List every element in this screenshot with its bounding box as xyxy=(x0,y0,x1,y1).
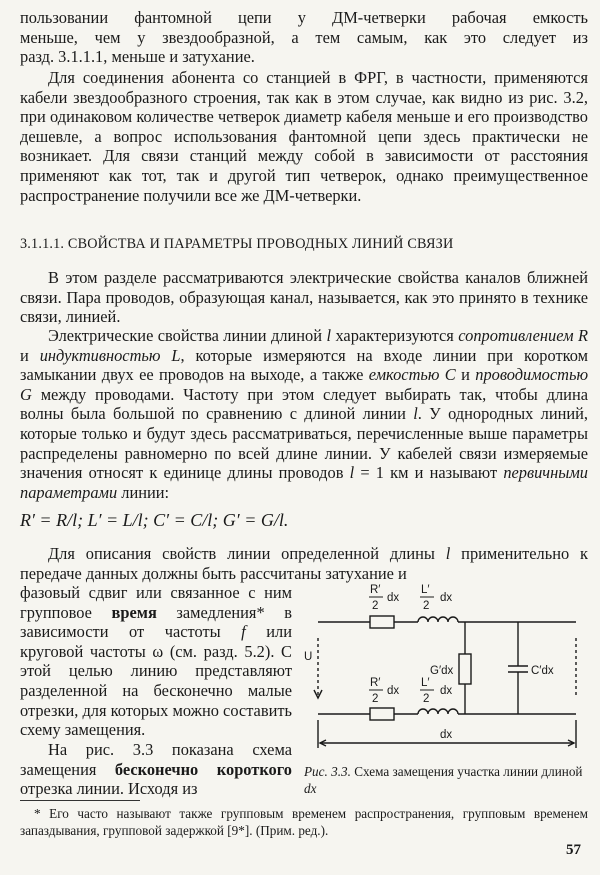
variable-l: l xyxy=(413,404,418,424)
figure-caption xyxy=(304,764,584,797)
text-line: разд. 3.1.1.1, меньше и затухание. xyxy=(20,47,255,67)
label-r-bot-dx: dx xyxy=(387,685,400,697)
label-r-top-num: R′ xyxy=(370,584,381,596)
text-run: характеризуются xyxy=(331,326,459,345)
label-capacitance: C′dx xyxy=(531,665,554,677)
bold-term: бесконечно xyxy=(114,759,199,779)
label-l-bot-dx: dx xyxy=(440,685,453,697)
caption-prefix: Рис. 3.3. xyxy=(304,764,351,779)
label-length: dx xyxy=(440,729,453,741)
bold-term: короткого xyxy=(216,759,292,779)
label-l-top-num: L′ xyxy=(421,584,430,596)
text-run: линии: xyxy=(117,482,170,502)
text-run: На рис. 3.3 показана схема замещения xyxy=(20,740,292,779)
equivalent-circuit-diagram xyxy=(290,580,600,765)
text-run: = 1 км и называют xyxy=(354,463,504,483)
term-inductance: индуктивностью L xyxy=(39,345,181,365)
paragraph-intro: В этом разделе рассматриваются электрические свойства каналов ближней связи. Пара проводов, образующая канал, называется, как это принято в технике связи, линией. xyxy=(20,268,588,327)
text-run xyxy=(198,760,217,779)
footnote-rule xyxy=(20,800,140,801)
label-l-top-den: 2 xyxy=(423,600,430,612)
label-l-bot-den: 2 xyxy=(423,693,430,705)
bold-term: время xyxy=(111,602,157,622)
bottom-resistor xyxy=(370,708,394,720)
variable-l: l xyxy=(445,544,451,563)
variable-f: f xyxy=(241,622,246,642)
text-run: замедления* в зависимости от частоты xyxy=(20,602,292,642)
label-l-top-dx: dx xyxy=(440,592,453,604)
text-run: . У однородных линий, которые только и будут здесь рассматриваться, перечисленные выше параметры распределены равномерно по всей длине линии. У кабелей связи измеряемые значения относят к единице длины проводов xyxy=(20,404,588,483)
term-resistance: сопротивлением R xyxy=(458,326,588,345)
paragraph-subscriber-cables: Для соединения абонента со станцией в ФРГ, в частности, применяются кабели звездообразного строения, так как в этом случае, как видно из рис. 3.2, при одинаковом количестве четверок диаметр кабеля меньше и его производство дешевле, а вопрос использования фантомной цепи здесь практически не возникает. Для связи станций между собой в зависимости от расстояния применяют как тот, так и другой тип четверок, однако преимущественное распространение получили все же ДМ-четверки. xyxy=(20,68,588,205)
text-run: между проводами. Частоту при этом следует выбирать так, чтобы длина волны была большой по сравнению с длиной линии xyxy=(20,384,588,424)
label-l-bot-num: L′ xyxy=(421,677,430,689)
label-r-bot-den: 2 xyxy=(372,693,379,705)
term-conductance: проводимостью G xyxy=(20,365,588,404)
section-heading: 3.1.1.1. СВОЙСТВА И ПАРАМЕТРЫ ПРОВОДНЫХ ЛИНИЙ СВЯЗИ xyxy=(20,236,454,252)
bottom-inductor xyxy=(418,709,458,714)
label-conductance: G′dx xyxy=(430,665,454,677)
top-resistor xyxy=(370,616,394,628)
text-run: и xyxy=(20,345,40,365)
paragraph-figure-reference xyxy=(20,740,292,799)
text-run: , которые измеряются на входе линии при коротком замыкании двух ее проводов на выходе, а также xyxy=(20,345,588,385)
text-run: или круговой частоты ω (см. разд. 5.2). С этой целью линию представляют разделенной на бесконечно малые отрезки, для которых можно составить схему замещения. xyxy=(20,622,292,740)
page-number: 57 xyxy=(566,842,581,858)
term-primary-parameters: первичными параметрами xyxy=(20,463,588,502)
text-run: фазовый сдвиг или связанное с ним групповое xyxy=(20,583,292,622)
caption-text: Схема замещения участка линии длиной xyxy=(350,764,583,779)
paragraph-phase-shift xyxy=(20,583,292,740)
label-r-top-dx: dx xyxy=(387,592,400,604)
text-line: меньше, чем у звездообразной, а тем самым, как это следует из xyxy=(20,27,588,47)
term-capacitance: емкостью C xyxy=(368,365,456,385)
variable-l: l xyxy=(326,326,332,345)
paragraph-line-description xyxy=(20,544,588,583)
label-r-bot-num: R′ xyxy=(370,677,381,689)
paragraph-primary-parameters xyxy=(20,326,588,502)
label-r-top-den: 2 xyxy=(372,600,379,612)
paragraph-continuation xyxy=(20,8,588,67)
conductance-resistor xyxy=(459,654,471,684)
text-run: применительно к передаче данных должны быть рассчитаны затухание и xyxy=(20,544,588,583)
text-run: Для описания свойств линии определенной длины xyxy=(48,544,446,563)
text-run: отрезка линии. Исходя из xyxy=(20,779,198,799)
caption-variable: dx xyxy=(304,780,317,796)
variable-l: l xyxy=(349,463,355,483)
top-inductor xyxy=(418,617,458,622)
label-voltage: U xyxy=(304,651,313,663)
footnote: * Его часто называют также групповым временем распространения, групповым временем запаздывания, групповой задержкой [9*]. (Прим. ред.). xyxy=(20,806,588,838)
text-line: пользовании фантомной цепи у ДМ-четверки рабочая емкость xyxy=(20,8,588,27)
text-run: Электрические свойства линии длиной xyxy=(48,326,327,345)
formula-primary-parameters: R′ = R/l; L′ = L/l; C′ = C/l; G′ = G/l. xyxy=(20,510,289,530)
text-run: и xyxy=(455,365,476,385)
